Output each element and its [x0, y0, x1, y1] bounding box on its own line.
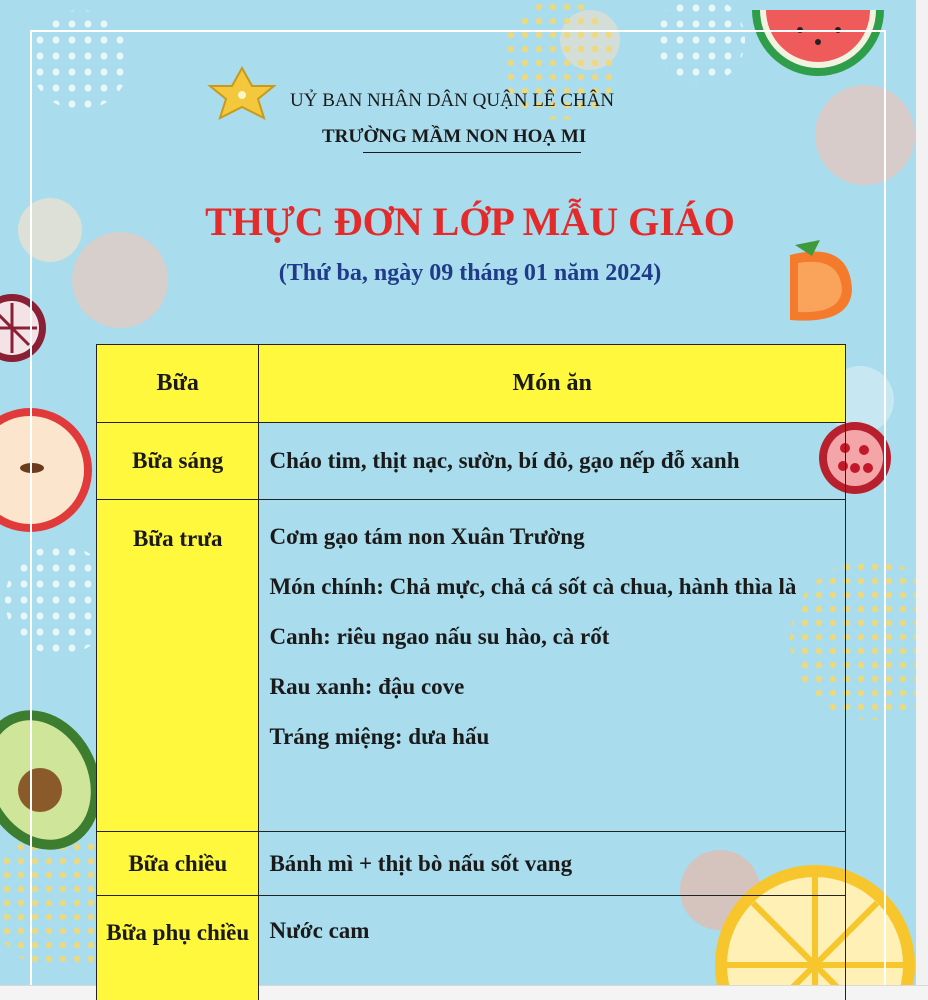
column-header-meal: Bữa — [97, 345, 259, 423]
dishes-cell — [259, 423, 846, 500]
dishes-cell — [259, 832, 846, 896]
table-row — [97, 896, 846, 1000]
committee-name: UỶ BAN NHÂN DÂN QUẬN LÊ CHÂN — [290, 90, 615, 111]
school-underline — [363, 152, 581, 153]
school-name: TRƯỜNG MẦM NON HOẠ MI — [322, 126, 587, 147]
table-header-row — [97, 345, 846, 423]
meal-name-cell: Bữa chiều — [97, 832, 259, 896]
table-row — [97, 423, 846, 500]
page-title: THỰC ĐƠN LỚP MẪU GIÁO — [205, 199, 735, 244]
meal-name-cell: Bữa sáng — [97, 423, 259, 500]
dish-item: Cháo tim, thịt nạc, sườn, bí đỏ, gạo nếp đỗ xanh — [269, 448, 740, 473]
dish-item: Món chính: Chả mực, chả cá sốt cà chua, hành thìa là — [269, 574, 797, 599]
column-header-dishes: Món ăn — [259, 345, 846, 423]
dishes-cell — [259, 896, 846, 1000]
dish-item: Nước cam — [269, 918, 370, 943]
dish-item: Canh: riêu ngao nấu su hào, cà rốt — [269, 624, 610, 649]
dishes-cell — [259, 500, 846, 832]
dish-item: Rau xanh: đậu cove — [269, 674, 465, 699]
menu-table — [96, 344, 846, 1000]
table-row — [97, 500, 846, 832]
dish-item: Tráng miệng: dưa hấu — [269, 724, 490, 749]
meal-name-cell: Bữa phụ chiều — [97, 896, 259, 1000]
dish-item: Cơm gạo tám non Xuân Trường — [269, 524, 585, 549]
page-margin — [916, 0, 928, 985]
table-row — [97, 832, 846, 896]
meal-name-cell: Bữa trưa — [97, 500, 259, 832]
dish-item: Bánh mì + thịt bò nấu sốt vang — [269, 850, 573, 876]
date-subtitle: (Thứ ba, ngày 09 tháng 01 năm 2024) — [278, 260, 662, 286]
